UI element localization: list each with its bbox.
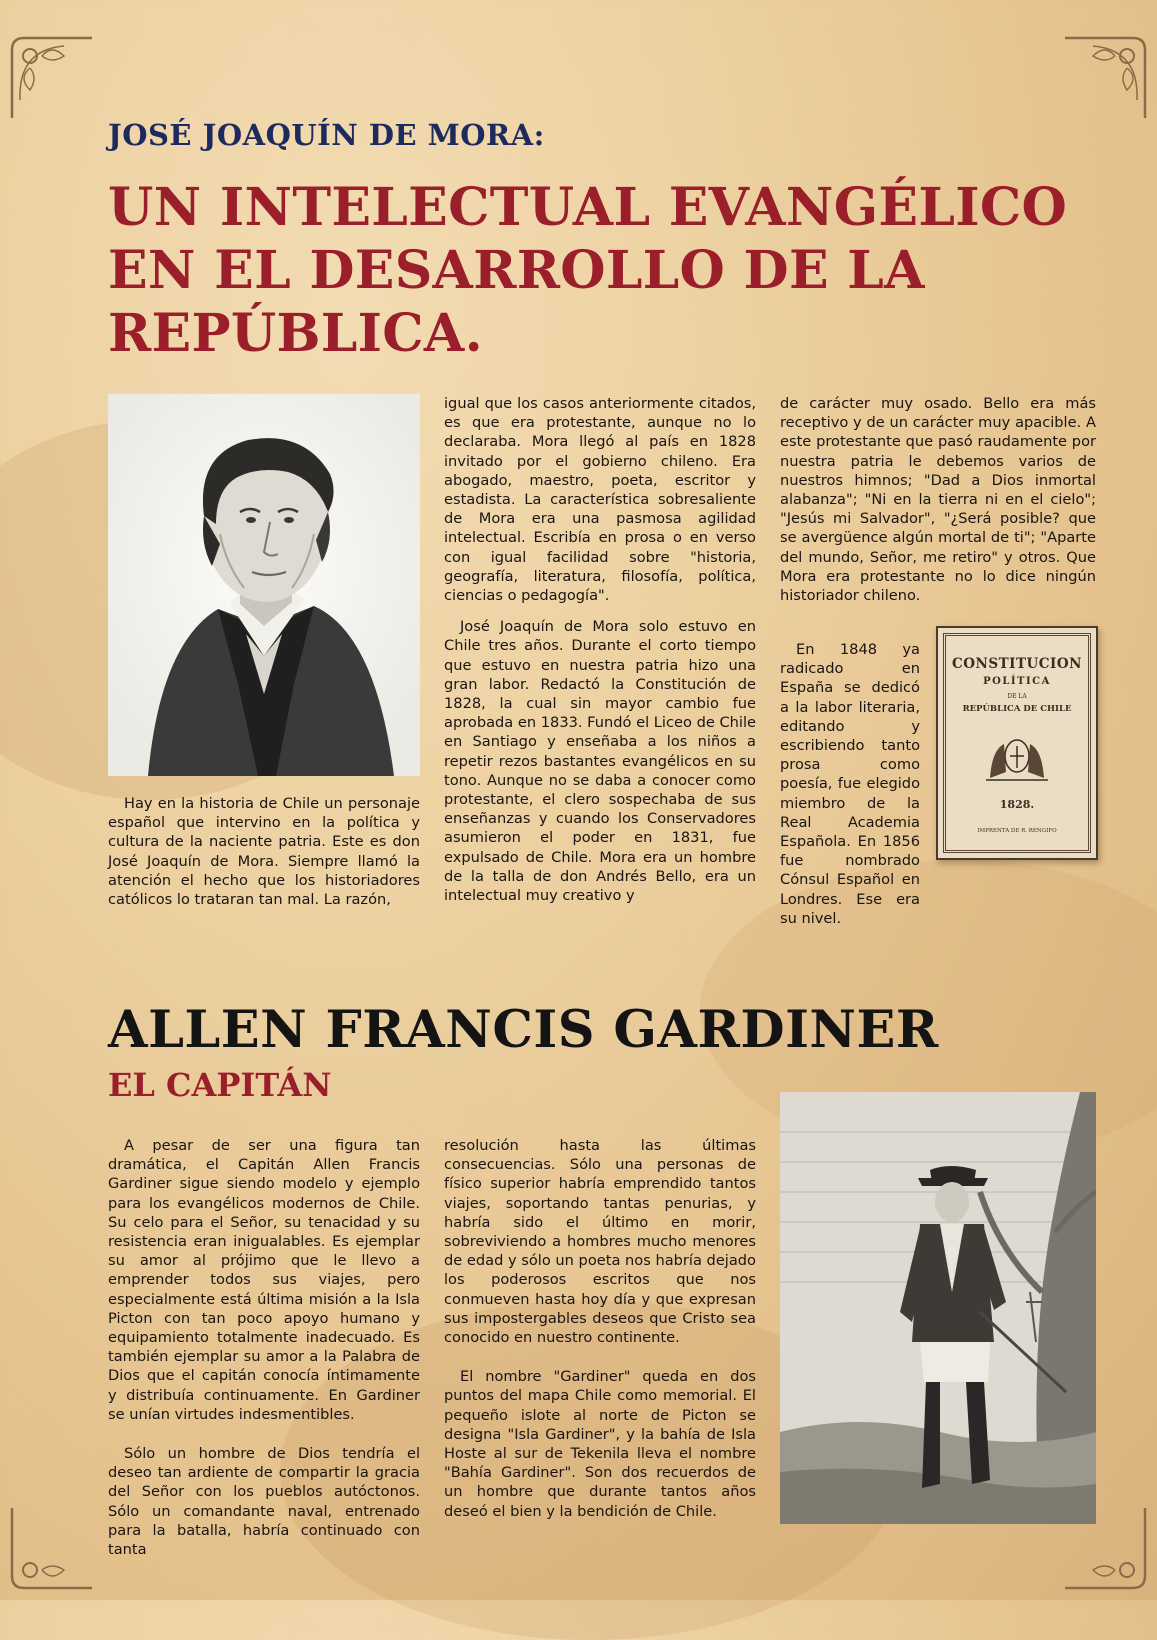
- gardiner-column-2: [444, 1136, 756, 1533]
- mora-headline: UN INTELECTUAL EVANGÉLICO EN EL DESARROLLO DE LA REPÚBLICA.: [108, 177, 1068, 364]
- book-subtitle: POLÍTICA: [983, 676, 1051, 687]
- mora-column-3-wrap: [780, 640, 920, 928]
- gardiner-paragraph: resolución hasta las últimas consecuencias. Sólo una personas de físico superior habría emprendido tantos viajes, soportando tantas penurias, y habría sido el último en morir, sobreviviendo a hombres mucho menores de edad y sólo un poeta nos habría dejado los poderosos escritos que nos conmueven hasta hoy día y que expresan sus impostergables deseos que Cristo sea conocido en nuestro continente.: [444, 1137, 756, 1347]
- mora-paragraph: En 1848 ya radicado en España se dedicó a la labor literaria, editando y escribiendo tanto prosa como poesía, fue elegido miembro de la Real Academia Española. En 1856 fue nombrado Cónsul Español en Londres. Ese era su nivel.: [780, 641, 920, 927]
- book-republic: REPÚBLICA DE CHILE: [962, 704, 1072, 714]
- gardiner-paragraph: Sólo un hombre de Dios tendría el deseo tan ardiente de compartir la gracia del Señor con los pueblos autóctonos. Sólo un comandante naval, entrenado para la batalla, habría continuado con tanta: [108, 1445, 420, 1559]
- book-year: 1828.: [999, 798, 1035, 811]
- gardiner-subtitle: EL CAPITÁN: [108, 1066, 332, 1104]
- mora-paragraph: Hay en la historia de Chile un personaje español que intervino en la política y cultura de la naciente patria. Este es don José Joaquín de Mora. Siempre llamó la atención el hecho que los historiadores católicos lo trataran tan mal. La razón,: [108, 795, 420, 909]
- gardiner-paragraph: El nombre "Gardiner" queda en dos puntos del mapa Chile como memorial. El pequeño islote al norte de Picton se designa "Isla Gardiner", y la bahía de Isla Hoste al sur de Tekenila lleva el nombre "Bahía Gardiner". Son dos recuerdos de un hombre que durante tantos años deseó el bien y la bendición de Chile.: [444, 1368, 756, 1520]
- gardiner-paragraph: A pesar de ser una figura tan dramática, el Capitán Allen Francis Gardiner sigue siendo modelo y ejemplo para los evangélicos modernos de Chile. Su celo para el Señor, su tenacidad y su resistencia eran inigualables. Es ejemplar su amor al prójimo que le llevo a emprender todos sus viajes, pero especialmente está última misión a la Isla Picton con tan poco apoyo humano y equipamiento totalmente inadecuado. Es también ejemplar su amor a la Palabra de Dios que el capitán conocía íntimamente y distribuía continuamente. En Gardiner se unían virtudes indesmentibles.: [108, 1137, 420, 1423]
- gardiner-engraving: [780, 1092, 1096, 1524]
- coat-of-arms-icon: [982, 728, 1052, 784]
- mora-column-3: [780, 394, 1096, 617]
- book-imprint: IMPRENTA DE R. RENGIFO: [977, 828, 1057, 834]
- corner-ornament-icon: [4, 1506, 94, 1596]
- mora-column-2: [444, 394, 756, 917]
- gardiner-column-1: [108, 1136, 420, 1571]
- book-title: CONSTITUCION: [952, 656, 1082, 672]
- corner-ornament-icon: [1063, 30, 1153, 120]
- constitution-book-cover: [936, 626, 1098, 860]
- mora-paragraph: igual que los casos anteriormente citados, es que era protestante, aunque no lo declaraba. Mora llegó al país en 1828 invitado por el gobierno chileno. Era abogado, maestro, poeta, escritor y estadista. La característica sobresaliente de Mora era una pasmosa agilidad intelectual. Escribía en prosa o en verso con igual facilidad sobre "historia, geografía, literatura, filosofía, política, ciencias o pedagogía".: [444, 395, 756, 605]
- mora-kicker: JOSÉ JOAQUÍN DE MORA:: [108, 118, 545, 152]
- mora-portrait: [108, 394, 420, 776]
- mora-paragraph: José Joaquín de Mora solo estuvo en Chile tres años. Durante el corto tiempo que estuvo en nuestra patria hizo una gran labor. Redactó la Constitución de 1828, la cual sin mayor cambio fue aprobada en 1833. Fundó el Liceo de Chile en Santiago y enseñaba a los niños a repetir rezos bastantes evangélicos en su tono. Aunque no se daba a conocer como protestante, el clero sospechaba de sus enseñanzas y cuando los Conservadores asumieron el poder en 1831, fue expulsado de Chile. Mora era un hombre de la talla de don Andrés Bello, era un intelectual muy creativo y: [444, 618, 756, 905]
- book-de-la: DE LA: [1007, 693, 1027, 700]
- gardiner-headline: ALLEN FRANCIS GARDINER: [108, 1000, 939, 1060]
- mora-paragraph: de carácter muy osado. Bello era más receptivo y de un carácter muy apacible. A este protestante que pasó raudamente por nuestra patria le debemos varios de nuestros himnos; "Dad a Dios inmortal alabanza"; "Ni en la tierra ni en el cielo"; "Jesús mi Salvador", "¿Será posible? que se avergüence algún mortal de ti"; "Aparte del mundo, Señor, me retiro" y otros. Que Mora era protestante no lo dice ningún historiador chileno.: [780, 395, 1096, 605]
- mora-column-1: [108, 794, 420, 921]
- corner-ornament-icon: [4, 30, 94, 120]
